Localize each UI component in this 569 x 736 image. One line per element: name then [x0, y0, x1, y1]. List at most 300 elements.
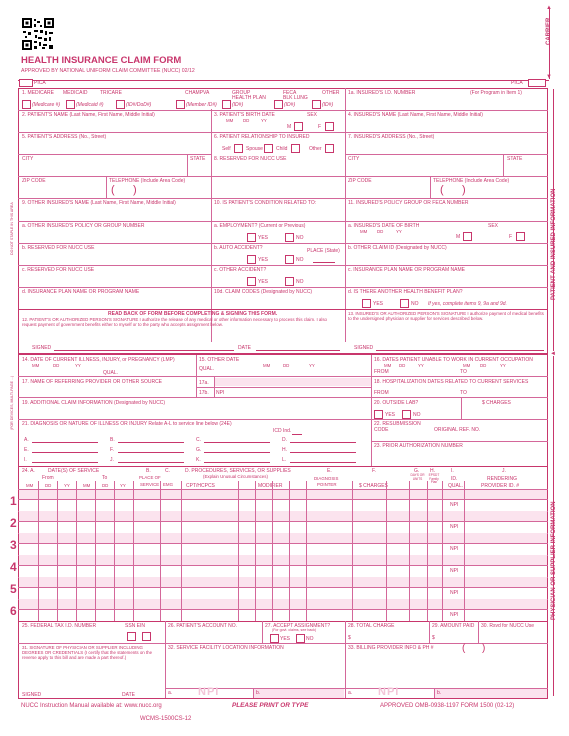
- divider-right-lower: [371, 355, 372, 466]
- pica-left: PICA: [34, 80, 46, 86]
- box32a-npi: NPI: [198, 686, 220, 698]
- box17-split: [196, 387, 371, 388]
- box15-yy: YY: [309, 363, 315, 368]
- box27-yes: YES: [280, 636, 291, 642]
- box3-yy: YY: [261, 118, 267, 123]
- b-div4: [429, 621, 430, 643]
- city-label-right: CITY: [348, 156, 360, 162]
- box24-service: SERVICE: [140, 482, 160, 487]
- box24-i3: QUAL.: [448, 483, 464, 489]
- box24-f2: $ CHARGES: [359, 483, 388, 489]
- service-column-divider: [442, 481, 443, 621]
- divider-col1: [211, 109, 212, 342]
- box32a: a.: [168, 690, 173, 696]
- patient-sex-m[interactable]: [294, 122, 303, 131]
- pica-right-box[interactable]: [528, 79, 546, 87]
- box11c-label: c. INSURANCE PLAN NAME OR PROGRAM NAME: [348, 267, 465, 273]
- ein-checkbox[interactable]: [142, 632, 151, 641]
- other-accident-yes[interactable]: [247, 277, 256, 286]
- diagnosis-input[interactable]: [290, 452, 356, 453]
- accept-assignment-yes[interactable]: [270, 634, 279, 643]
- service-column-divider: [57, 481, 58, 621]
- box11a-yy: YY: [396, 229, 402, 234]
- box10b-no: NO: [296, 257, 304, 263]
- box14-mm: MM: [32, 363, 40, 368]
- service-line-npi-label: NPI: [450, 590, 459, 596]
- relation-child[interactable]: [291, 144, 300, 153]
- box24-e: E.: [327, 468, 332, 474]
- box24-place: PLACE OF: [139, 475, 161, 480]
- box24-d: D. PROCEDURES, SERVICES, OR SUPPLIES: [185, 468, 291, 474]
- box32-label: 32. SERVICE FACILITY LOCATION INFORMATION: [168, 645, 284, 651]
- box22-code: CODE: [374, 427, 389, 433]
- box16-mm: MM: [384, 363, 392, 368]
- box16-from: FROM: [374, 369, 389, 375]
- box17a-divider: [214, 377, 215, 397]
- b-div2: [262, 621, 263, 643]
- box10a-yes: YES: [258, 235, 269, 241]
- line-l1: [18, 376, 548, 377]
- box33b-shade: [435, 689, 547, 698]
- line-r5: [18, 198, 548, 199]
- box24-yy2: YY: [120, 483, 126, 488]
- box1-other-id: (ID#): [322, 102, 334, 108]
- box13-signed: SIGNED: [354, 345, 374, 351]
- box17-label: 17. NAME OF REFERRING PROVIDER OR OTHER SOURCE: [22, 379, 163, 385]
- box15-mm: MM: [263, 363, 271, 368]
- auto-yes[interactable]: [247, 255, 256, 264]
- line-r10: [18, 309, 548, 310]
- box31-date: DATE: [122, 692, 135, 698]
- box6-other: Other: [309, 146, 322, 152]
- service-column-divider: [38, 481, 39, 621]
- group-checkbox[interactable]: [222, 100, 231, 109]
- service-column-divider: [181, 481, 182, 621]
- box11b-label: b. OTHER CLAIM ID (Designated by NUCC): [348, 245, 447, 251]
- box15-qual: QUAL.: [199, 366, 215, 372]
- diagnosis-letter: D.: [282, 437, 287, 443]
- box16-yy: YY: [418, 363, 424, 368]
- box1-feca-id: (ID#): [284, 102, 296, 108]
- service-line-input[interactable]: [19, 566, 547, 576]
- line-r8: [18, 265, 548, 266]
- b-div5: [478, 621, 479, 643]
- footer-print: PLEASE PRINT OR TYPE: [232, 702, 309, 709]
- b-div3: [345, 621, 346, 698]
- box28-dollar: $: [348, 635, 351, 641]
- box24-j3: PROVIDER ID. #: [481, 483, 520, 489]
- form-title: HEALTH INSURANCE CLAIM FORM: [21, 55, 182, 66]
- service-column-divider: [409, 481, 410, 621]
- box10b-place: PLACE (State): [307, 248, 340, 254]
- insured-sex-f[interactable]: [516, 232, 525, 241]
- box11a-f: F: [509, 234, 513, 240]
- medicare-checkbox[interactable]: [22, 100, 31, 109]
- diagnosis-input[interactable]: [118, 442, 184, 443]
- box29-label: 29. AMOUNT PAID: [432, 623, 475, 629]
- diagnosis-letter: F.: [110, 447, 114, 453]
- box10a-no: NO: [296, 235, 304, 241]
- line-r3: [18, 154, 211, 155]
- service-column-divider: [255, 481, 256, 621]
- box5-label: 5. PATIENT'S ADDRESS (No., Street): [22, 134, 107, 140]
- box11a-m: M: [456, 234, 461, 240]
- box24-h: H.: [430, 468, 435, 474]
- diagnosis-input[interactable]: [290, 462, 356, 463]
- box10d-label: 10d. CLAIM CODES (Designated by NUCC): [214, 289, 313, 295]
- service-line-number: 2: [10, 516, 17, 530]
- relation-spouse[interactable]: [264, 144, 273, 153]
- service-column-divider: [386, 481, 387, 621]
- service-column-divider: [238, 481, 239, 621]
- service-line-npi-label: NPI: [450, 502, 459, 508]
- diagnosis-input[interactable]: [118, 452, 184, 453]
- box24a: 24. A.: [22, 468, 35, 474]
- line-l4: [371, 441, 548, 442]
- box24-b: B.: [146, 468, 151, 474]
- box6-child: Child: [276, 146, 288, 152]
- box24-mm2: MM: [83, 483, 91, 488]
- carrier-arrow-down: ▼: [546, 74, 552, 80]
- box24-f: F.: [372, 468, 376, 474]
- box22-label: 22. RESUBMISSION: [374, 421, 421, 427]
- line-r3b: [345, 154, 548, 155]
- box15-label: 15. OTHER DATE: [199, 357, 240, 363]
- service-line-number: 1: [10, 494, 17, 508]
- box1a-note: (For Program in Item 1): [470, 90, 522, 96]
- box20-label: 20. OUTSIDE LAB?: [374, 400, 419, 406]
- box16-mm2: MM: [463, 363, 471, 368]
- box11a-dd: DD: [377, 229, 384, 234]
- box24-dd1: DD: [45, 483, 52, 488]
- box14-qual: QUAL.: [103, 370, 119, 376]
- box3-f: F: [318, 124, 322, 130]
- box17a: 17a.: [199, 380, 209, 386]
- box1-champva: CHAMPVA: [185, 90, 210, 96]
- box24-emg: EMG: [163, 482, 174, 487]
- side-label-left-bottom: (FOR DEVICES, MULTI-PAGE ...): [10, 375, 14, 430]
- line-b1: [18, 621, 548, 622]
- service-line-supplemental[interactable]: [19, 577, 547, 587]
- box20-yes: YES: [385, 412, 396, 418]
- box1-medicaid: MEDICAID: [63, 90, 88, 96]
- box31-text: 31. SIGNATURE OF PHYSICIAN OR SUPPLIER INCLUDING DEGREES OR CREDENTIALS (I certify that the statements on the reverse apply to this bill and are made a part thereof.): [22, 645, 153, 660]
- service-line-number: 5: [10, 582, 17, 596]
- box24-g: G.: [414, 468, 420, 474]
- service-line-supplemental[interactable]: [19, 533, 547, 543]
- section-separator: [18, 353, 548, 355]
- box31-signed: SIGNED: [22, 692, 42, 698]
- service-column-divider: [306, 481, 307, 621]
- auto-no[interactable]: [285, 255, 294, 264]
- outside-lab-no[interactable]: [402, 410, 411, 419]
- patient-signature-date[interactable]: [256, 350, 340, 351]
- service-column-divider: [272, 481, 273, 621]
- box28-label: 28. TOTAL CHARGE: [348, 623, 395, 629]
- box17a-shade: [214, 378, 371, 386]
- box24-e3: POINTER: [317, 482, 337, 487]
- box33-label: 33. BILLING PROVIDER INFO & PH #: [348, 645, 434, 651]
- service-column-divider: [427, 481, 428, 621]
- employment-no[interactable]: [285, 233, 294, 242]
- diagnosis-input[interactable]: [118, 462, 184, 463]
- box1-medicare-id: (Medicare #): [32, 102, 61, 108]
- box14-dd: DD: [53, 363, 60, 368]
- box1-tricare: TRICARE: [100, 90, 122, 96]
- footer-nucc: NUCC Instruction Manual available at: www.nucc.org: [21, 703, 162, 709]
- feca-checkbox[interactable]: [274, 100, 283, 109]
- box1a-label: 1a. INSURED'S I.D. NUMBER: [348, 90, 416, 96]
- box24-i2: ID.: [451, 476, 458, 482]
- service-line-npi-label: NPI: [450, 524, 459, 530]
- b-div1: [165, 621, 166, 698]
- relation-self[interactable]: [234, 144, 243, 153]
- box9a-label: a. OTHER INSURED'S POLICY OR GROUP NUMBER: [22, 223, 145, 229]
- qr-code: [21, 17, 55, 51]
- box23-label: 23. PRIOR AUTHORIZATION NUMBER: [374, 443, 463, 449]
- service-line-supplemental[interactable]: [19, 489, 547, 499]
- box32b-shade: [254, 689, 344, 698]
- box17b: 17b.: [199, 390, 209, 396]
- pica-line: [18, 80, 549, 81]
- box10c-label: c. OTHER ACCIDENT?: [214, 267, 267, 273]
- box16-dd2: DD: [480, 363, 487, 368]
- box24-j: J.: [502, 468, 506, 474]
- service-line-number: 3: [10, 538, 17, 552]
- line-r6: [18, 221, 548, 222]
- approved-by: APPROVED BY NATIONAL UNIFORM CLAIM COMMITTEE (NUCC) 02/12: [21, 68, 195, 74]
- box14-yy: YY: [75, 363, 81, 368]
- box27-no: NO: [306, 636, 314, 642]
- box27-sub: (For govt. claims, see back): [272, 628, 317, 632]
- box11-label: 11. INSURED'S POLICY GROUP OR FECA NUMBER: [348, 200, 469, 206]
- box1-group2: HEALTH PLAN: [232, 95, 266, 101]
- line-r9: [18, 287, 548, 288]
- box1-medicaid-id: (Medicaid #): [76, 102, 104, 108]
- insured-id-input[interactable]: [348, 97, 546, 109]
- service-line-npi-label: NPI: [450, 546, 459, 552]
- diagnosis-input[interactable]: [204, 442, 270, 443]
- box16-to: TO: [460, 369, 467, 375]
- service-line-input[interactable]: [19, 522, 547, 532]
- box24-g2: DAYS OR UNITS: [410, 473, 425, 481]
- box1-feca: FECA: [283, 90, 297, 96]
- box24-i: I.: [451, 468, 454, 474]
- service-line-input[interactable]: [19, 588, 547, 598]
- box6-self: Self: [222, 146, 231, 152]
- service-line-number: 4: [10, 560, 17, 574]
- box11a-sex: SEX: [488, 223, 499, 229]
- diagnosis-input[interactable]: [32, 462, 98, 463]
- box3-dd: DD: [243, 118, 250, 123]
- diagnosis-letter: A.: [24, 437, 29, 443]
- box18-to: TO: [460, 390, 467, 396]
- service-line-supplemental[interactable]: [19, 511, 547, 521]
- box24-h2: EPSDT Family Plan: [428, 473, 440, 485]
- box24-yy1: YY: [64, 483, 70, 488]
- box20-charges: $ CHARGES: [482, 400, 511, 406]
- pica-left-box[interactable]: [19, 79, 33, 87]
- service-column-divider: [160, 481, 161, 621]
- box29-dollar: $: [432, 635, 435, 641]
- box24-dates: DATE(S) OF SERVICE: [48, 468, 100, 474]
- box21-icd: ICD Ind.: [273, 428, 292, 434]
- zip-label-right: ZIP CODE: [348, 178, 372, 184]
- line-r7: [18, 243, 548, 244]
- line-l5: [18, 466, 548, 467]
- box18-from: FROM: [374, 390, 389, 396]
- box12-signed: SIGNED: [32, 345, 52, 351]
- service-column-divider: [114, 481, 115, 621]
- box11d-label: d. IS THERE ANOTHER HEALTH BENEFIT PLAN?: [348, 289, 463, 295]
- telephone-label-right: TELEPHONE (Include Area Code): [433, 178, 510, 184]
- box3-sex: SEX: [307, 112, 318, 118]
- diagnosis-input[interactable]: [32, 442, 98, 443]
- line-r2: [18, 132, 548, 133]
- state-label-left: STATE: [190, 156, 206, 162]
- service-line-supplemental[interactable]: [19, 555, 547, 565]
- diagnosis-letter: C.: [196, 437, 201, 443]
- box32b: b.: [256, 690, 261, 696]
- box3-m: M: [287, 124, 292, 130]
- insured-sex-m[interactable]: [463, 232, 472, 241]
- box10a-label: a. EMPLOYMENT? (Current or Previous): [214, 223, 306, 229]
- box14-label: 14. DATE OF CURRENT ILLNESS, INJURY, or PREGNANCY (LMP): [22, 357, 175, 363]
- box21-label: 21. DIAGNOSIS OR NATURE OF ILLNESS OR INJURY Relate A-L to service line below (24E): [22, 421, 232, 427]
- box27-label: 27. ACCEPT ASSIGNMENT?: [265, 623, 331, 629]
- carrier-arrow-up: ▲: [546, 5, 552, 11]
- line-l2: [18, 397, 548, 398]
- box2-label: 2. PATIENT'S NAME (Last Name, First Name, Middle Initial): [22, 112, 155, 118]
- box10b-label: b. AUTO ACCIDENT?: [214, 245, 263, 251]
- diagnosis-letter: I.: [24, 457, 27, 463]
- medicaid-checkbox[interactable]: [66, 100, 75, 109]
- another-plan-no[interactable]: [400, 299, 409, 308]
- box9b-label: b. RESERVED FOR NUCC USE: [22, 245, 95, 251]
- box16-label: 16. DATES PATIENT UNABLE TO WORK IN CURRENT OCCUPATION: [374, 357, 533, 363]
- insured-signature-line[interactable]: [376, 350, 544, 351]
- footer-code: WCMS-1500CS-12: [140, 716, 192, 722]
- champva-checkbox[interactable]: [176, 100, 185, 109]
- other-accident-no[interactable]: [285, 277, 294, 286]
- outside-lab-yes[interactable]: [374, 410, 383, 419]
- box1-group: GROUP: [232, 90, 251, 96]
- accept-assignment-no[interactable]: [296, 634, 305, 643]
- side-label-physician: PHYSICIAN OR SUPPLIER INFORMATION: [551, 501, 557, 620]
- box1-other: OTHER: [322, 90, 340, 96]
- box24-c: C.: [165, 468, 170, 474]
- relation-other[interactable]: [325, 144, 334, 153]
- patient-signature-line[interactable]: [54, 350, 234, 351]
- box26-label: 26. PATIENT'S ACCOUNT NO.: [168, 623, 238, 629]
- service-line-input[interactable]: [19, 610, 547, 620]
- box10c-no: NO: [296, 279, 304, 285]
- box3-label: 3. PATIENT'S BIRTH DATE: [214, 112, 275, 118]
- box4-label: 4. INSURED'S NAME (Last Name, First Name, Middle Initial): [348, 112, 483, 118]
- diagnosis-input[interactable]: [290, 442, 356, 443]
- service-column-divider: [95, 481, 96, 621]
- diagnosis-letter: G.: [196, 447, 202, 453]
- diagnosis-input[interactable]: [32, 452, 98, 453]
- footer-omb: APPROVED OMB-0938-1197 FORM 1500 (02-12): [380, 703, 515, 709]
- diagnosis-input[interactable]: [204, 462, 270, 463]
- box9-label: 9. OTHER INSURED'S NAME (Last Name, First Name, Middle Initial): [22, 200, 176, 206]
- box17b-npi: NPI: [216, 390, 225, 396]
- box16-yy2: YY: [500, 363, 506, 368]
- box9c-label: c. RESERVED FOR NUCC USE: [22, 267, 95, 273]
- tricare-checkbox[interactable]: [116, 100, 125, 109]
- diagnosis-letter: J.: [110, 457, 114, 463]
- auto-state-input[interactable]: [313, 254, 335, 263]
- box33a: a.: [348, 690, 353, 696]
- service-column-divider: [464, 481, 465, 621]
- service-line-supplemental[interactable]: [19, 599, 547, 609]
- box33a-npi: NPI: [378, 686, 400, 698]
- side-arrow: ◄: [550, 351, 556, 357]
- side-label-patient: PATIENT AND INSURED INFORMATION: [551, 188, 557, 300]
- box20-no: NO: [413, 412, 421, 418]
- box9d-label: d. INSURANCE PLAN NAME OR PROGRAM NAME: [22, 289, 140, 295]
- phone-paren-right: ( ): [440, 184, 466, 196]
- box6-label: 6. PATIENT RELATIONSHIP TO INSURED: [214, 134, 310, 140]
- state-label-right: STATE: [507, 156, 523, 162]
- state-divider-left: [187, 154, 188, 176]
- diagnosis-input[interactable]: [204, 452, 270, 453]
- box25-ssn: SSN EIN: [125, 623, 146, 629]
- icd-ind-input[interactable]: [292, 427, 302, 435]
- service-line-npi-label: NPI: [450, 612, 459, 618]
- box12-date: DATE: [238, 345, 251, 351]
- other-checkbox[interactable]: [312, 100, 321, 109]
- diagnosis-letter: L.: [282, 457, 287, 463]
- diagnosis-letter: H.: [282, 447, 287, 453]
- zip-divider-left: [106, 176, 107, 198]
- line-l3: [18, 419, 548, 420]
- service-line-input[interactable]: [19, 544, 547, 554]
- box19-label: 19. ADDITIONAL CLAIM INFORMATION (Designated by NUCC): [22, 400, 166, 406]
- box24-j2: RENDERING: [487, 476, 518, 482]
- another-plan-yes[interactable]: [362, 299, 371, 308]
- patient-sex-f[interactable]: [325, 122, 334, 131]
- service-line-input[interactable]: [19, 500, 547, 510]
- box6-spouse: Spouse: [246, 146, 263, 152]
- box20-divider: [461, 397, 462, 419]
- telephone-label-left: TELEPHONE (Include Area Code): [109, 178, 186, 184]
- box1-medicare: 1. MEDICARE: [22, 90, 54, 96]
- box12-text: 12. PATIENT'S OR AUTHORIZED PERSON'S SIGNATURE I authorize the release of any medical or other information necessary to process this claim. I also request payment of government benefits either to myself or to the party who accepts assignment below.: [22, 317, 327, 327]
- side-label-left-top: DO NOT STAPLE IN THIS AREA: [10, 202, 14, 255]
- ssn-checkbox[interactable]: [127, 632, 136, 641]
- box24-dd2: DD: [102, 483, 109, 488]
- divider-col2: [345, 88, 346, 342]
- box11a-mm: MM: [360, 229, 368, 234]
- diagnosis-letter: E.: [24, 447, 29, 453]
- box3-mm: MM: [226, 118, 234, 123]
- diagnosis-letter: B.: [110, 437, 115, 443]
- box24-d2: (Explain Unusual Circumstances): [203, 474, 268, 479]
- carrier-label: CARRIER: [546, 17, 552, 45]
- employment-yes[interactable]: [247, 233, 256, 242]
- box16-dd: DD: [399, 363, 406, 368]
- service-line-number: 6: [10, 604, 17, 618]
- city-label-left: CITY: [22, 156, 34, 162]
- box8-label: 8. RESERVED FOR NUCC USE: [214, 156, 287, 162]
- box18-label: 18. HOSPITALIZATION DATES RELATED TO CURRENT SERVICES: [374, 379, 529, 385]
- box13-text: 13. INSURED'S OR AUTHORIZED PERSON'S SIGNATURE I authorize payment of medical benefits to the undersigned physician or supplier for services described below.: [348, 311, 544, 321]
- service-column-divider: [352, 481, 353, 621]
- box24-modifier: MODIFIER: [258, 483, 283, 489]
- box25-label: 25. FEDERAL TAX I.D. NUMBER: [22, 623, 97, 629]
